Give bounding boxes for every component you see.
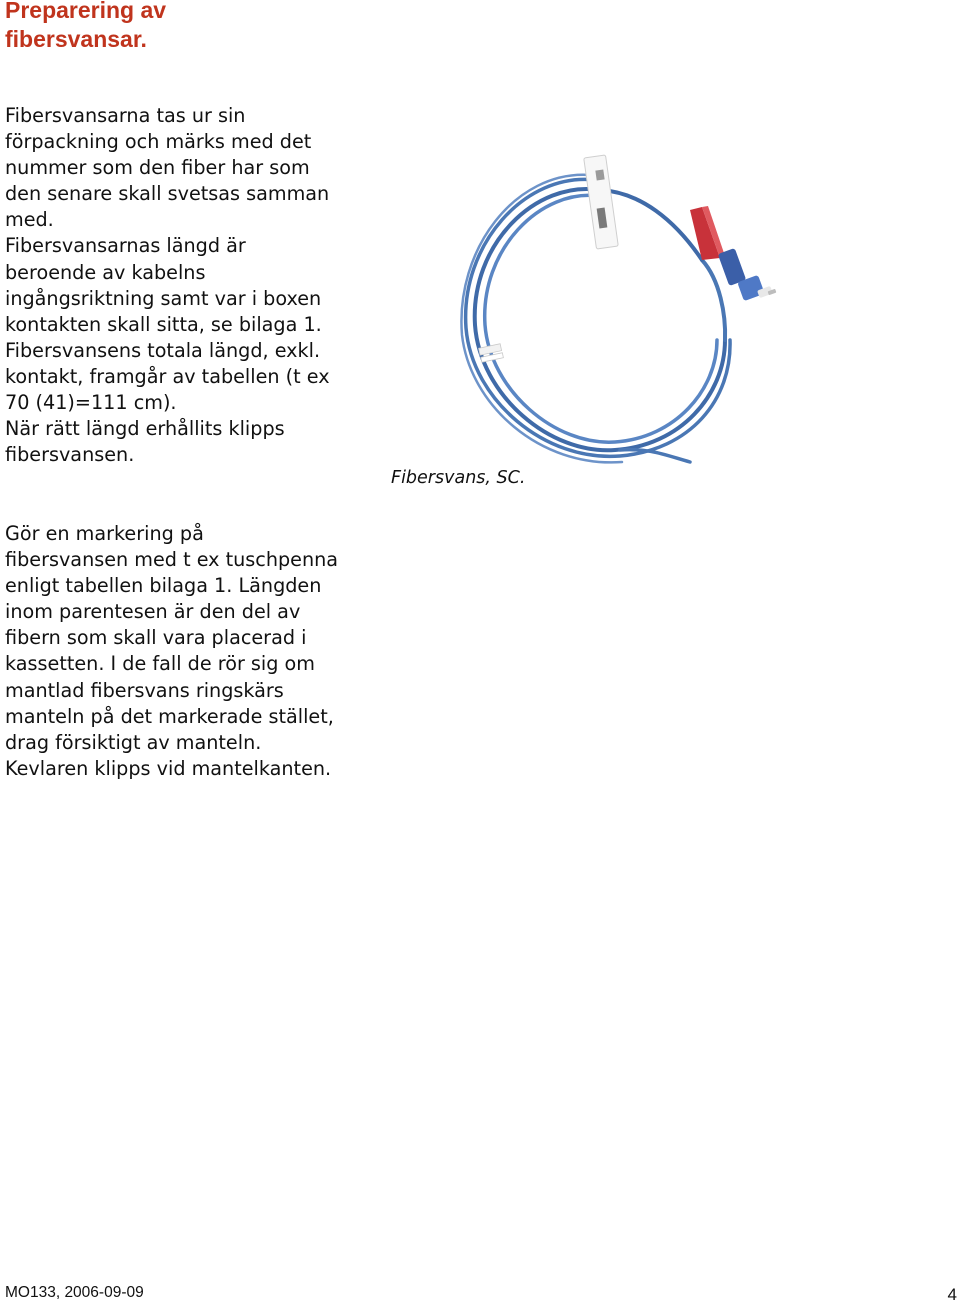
paragraph-line: fibersvansen. [5, 443, 135, 467]
paragraph-line: Kevlaren klipps vid mantelkanten. [5, 756, 332, 780]
figure-caption: Fibersvans, SC. [391, 468, 526, 488]
paragraph-line: manteln på det markerade stället, [5, 704, 334, 728]
paragraph-line: den senare skall svetsas samman [5, 182, 330, 206]
paragraph-line: drag försiktigt av manteln. [5, 730, 262, 754]
paragraph-line: Fibersvansarnas längd är [5, 234, 246, 258]
paragraph-line: kontakten skall sitta, se bilaga 1. [5, 312, 322, 336]
cable-marker-bands [479, 344, 504, 362]
paragraph-line: 70 (41)=111 cm). [5, 391, 177, 415]
sc-connector [690, 206, 776, 301]
cable-label-flag [584, 155, 619, 249]
paragraph-line: kontakt, framgår av tabellen (t ex [5, 364, 330, 388]
page-title-line-1: Preparering av [5, 0, 167, 23]
paragraph-line: Fibersvansarna tas ur sin [5, 104, 246, 127]
paragraph-line: förpackning och märks med det [5, 130, 312, 154]
fiber-pigtail-figure [440, 150, 800, 470]
paragraph-line: nummer som den fiber har som [5, 156, 310, 180]
paragraph-line: beroende av kabelns [5, 260, 206, 284]
paragraph-line: mantlad fibersvans ringskärs [5, 678, 284, 702]
paragraph-line: med. [5, 208, 54, 232]
paragraph-line: enligt tabellen bilaga 1. Längden [5, 574, 322, 598]
document-reference: MO133, 2006-09-09 [5, 1284, 144, 1301]
page-title-line-2: fibersvansar. [5, 26, 147, 52]
paragraph-line: kassetten. I de fall de rör sig om [5, 652, 315, 676]
paragraph-line: Fibersvansens totala längd, exkl. [5, 338, 321, 362]
paragraph-line: fibersvansen med t ex tuschpenna [5, 548, 339, 572]
intro-paragraph [5, 103, 340, 468]
marking-paragraph [5, 521, 340, 782]
paragraph-line: inom parentesen är den del av [5, 600, 301, 624]
paragraph-line: När rätt längd erhållits klipps [5, 417, 285, 441]
paragraph-line: fibern som skall vara placerad i [5, 626, 307, 650]
page-number: 4 [947, 1285, 957, 1304]
page-title [5, 0, 166, 54]
fiber-pigtail-image [440, 150, 800, 470]
paragraph-line: Gör en markering på [5, 522, 204, 545]
paragraph-line: ingångsriktning samt var i boxen [5, 286, 322, 310]
